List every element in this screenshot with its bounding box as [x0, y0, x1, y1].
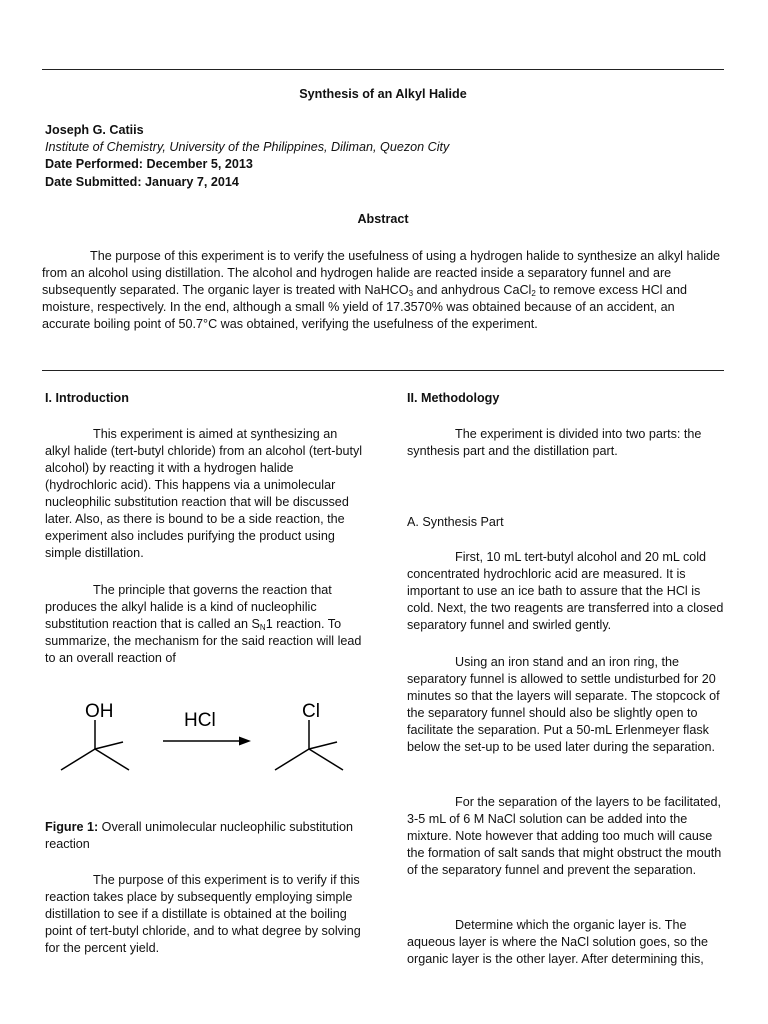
paragraph-text: The principle that governs the reaction that produces the alkyl halide is a kind of nucleophilic substitution reaction that is called an S	[45, 583, 332, 631]
methodology-paragraph-5: Determine which the organic layer is. The aqueous layer is where the NaCl solution goes, so the organic layer is the other layer. After determining this,	[407, 918, 709, 966]
date-submitted: Date Submitted: January 7, 2014	[45, 175, 239, 189]
abstract-body	[42, 248, 726, 333]
abstract-heading: Abstract	[357, 212, 409, 226]
date-performed: Date Performed: December 5, 2013	[45, 157, 253, 171]
abstract-subscript: 2	[531, 289, 536, 298]
bond-line	[61, 749, 95, 770]
top-rule	[42, 69, 724, 70]
figure-caption-label: Figure 1:	[45, 820, 99, 834]
paragraph-subscript: N	[259, 623, 266, 632]
bond-line	[95, 742, 123, 749]
bond-line	[309, 742, 337, 749]
reaction-arrow-head	[239, 737, 251, 746]
abstract-subscript: 3	[408, 289, 414, 298]
methodology-paragraph-1: The experiment is divided into two parts: the synthesis part and the distillation part.	[407, 427, 702, 458]
chlorine-label: Cl	[302, 701, 320, 722]
abstract-text: The purpose of this experiment is to verify the usefulness of using a hydrogen halide to synthesize an alkyl halide from an alcohol using distillation. The alcohol and hydrogen halide are reacted inside a separatory funnel and are subsequently separated. The organic layer is treated with NaHCO	[42, 249, 721, 297]
author-name: Joseph G. Catiis	[45, 123, 144, 137]
introduction-heading: I. Introduction	[45, 391, 129, 405]
bond-line	[309, 749, 343, 770]
methodology-paragraph-4: For the separation of the layers to be facilitated, 3-5 mL of 6 M NaCl solution can be added into the mixture. Note however that adding too much will cause the formation of salt sands that might obstruct the mouth of the separatory funnel and prevent the separation.	[407, 795, 722, 877]
bond-line	[275, 749, 309, 770]
methodology-paragraph-3: Using an iron stand and an iron ring, the separatory funnel is allowed to settle undisturbed for 20 minutes so that the layers will separate. The stopcock of the separatory funnel should also be slightly open to facilitate the separation. Put a 50-mL Erlenmeyer flask below the set-up to be used later during the separation.	[407, 655, 720, 754]
abstract-text: and anhydrous CaCl	[413, 283, 532, 297]
abstract-text: to remove excess HCl and moisture, respectively. In the end, although a small % yield of 17.3570% was obtained because of an accident, an accurate boiling point of 50.7°C was obtained, verifying the usefulness of the experiment.	[42, 283, 687, 331]
bond-line	[95, 749, 129, 770]
figure-caption-text: Overall unimolecular nucleophilic substitution reaction	[45, 820, 353, 851]
section-rule	[42, 370, 724, 371]
paragraph-text: 1 reaction. To summarize, the mechanism for the said reaction will lead to an overall reaction of	[45, 617, 362, 665]
introduction-paragraph-2	[45, 582, 363, 667]
reaction-scheme-figure	[45, 690, 365, 790]
reagent-label: HCl	[184, 710, 216, 731]
hydroxyl-label: OH	[85, 701, 114, 722]
paper-title: Synthesis of an Alkyl Halide	[299, 87, 467, 101]
methodology-heading: II. Methodology	[407, 391, 500, 405]
methodology-paragraph-2: First, 10 mL tert-butyl alcohol and 20 mL cold concentrated hydrochloric acid are measured. It is important to use an ice bath to assure that the HCl is cold. Next, the two reagents are transferred into a closed separatory funnel and swirled gently.	[407, 550, 724, 632]
introduction-paragraph-3: The purpose of this experiment is to verify if this reaction takes place by subsequently employing simple distillation to see if a distillate is obtained at the boiling point of tert-butyl chloride, and to what degree by solving for the percent yield.	[45, 873, 361, 955]
introduction-paragraph-1: This experiment is aimed at synthesizing an alkyl halide (tert-butyl chloride) from an alcohol (tert-butyl alcohol) by reacting it with a hydrogen halide (hydrochloric acid). This happens via a unimolecular nucleophilic substitution reaction that will be discussed later. Also, as there is bound to be a side reaction, the experiment also includes purifying the product using simple distillation.	[45, 427, 363, 560]
figure-caption	[45, 819, 363, 853]
author-institution: Institute of Chemistry, University of the Philippines, Diliman, Quezon City	[45, 140, 450, 154]
synthesis-subheading: A. Synthesis Part	[407, 515, 504, 529]
